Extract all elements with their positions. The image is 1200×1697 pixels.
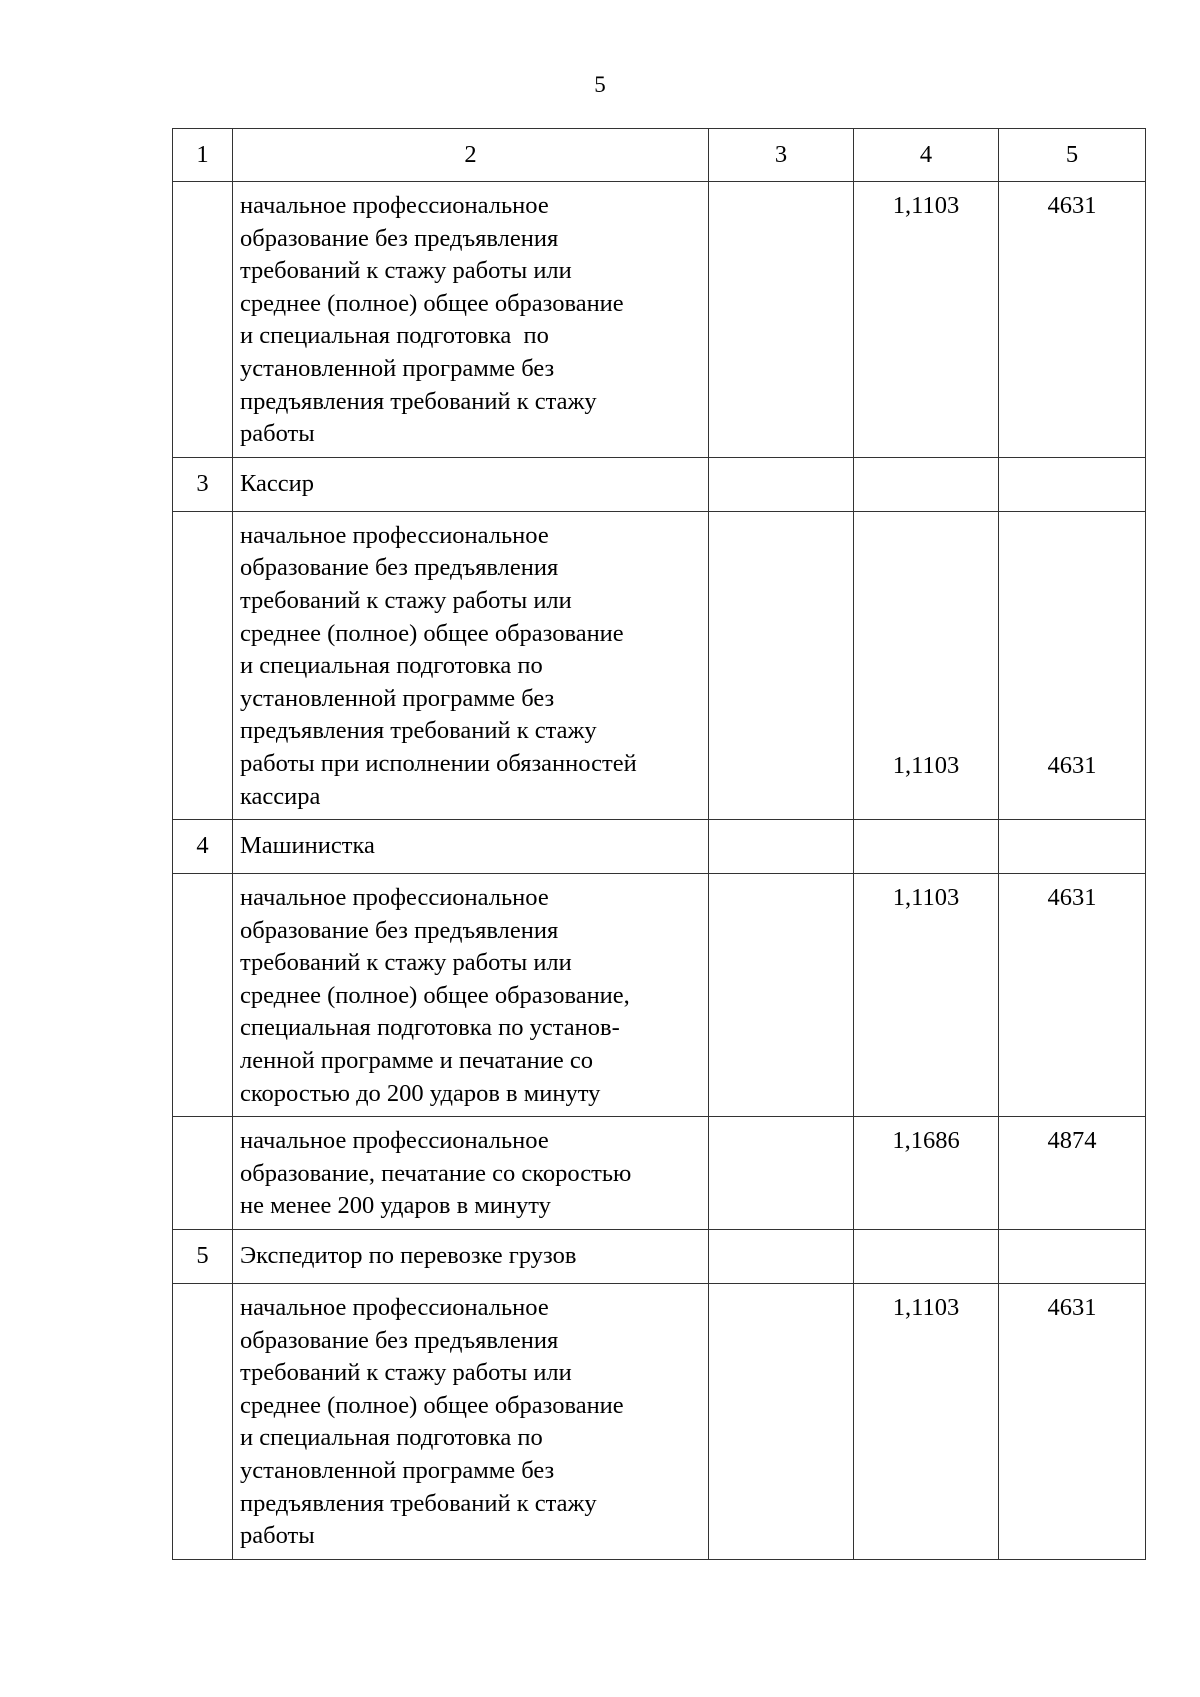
text-line: начальное профессиональное: [240, 1127, 549, 1155]
empty-cell: [999, 457, 1146, 511]
rates-table: [172, 128, 1146, 1560]
text-line: начальное профессиональное: [240, 521, 549, 549]
qualification-cell: [233, 182, 709, 458]
text-line: образование без предъявления: [240, 554, 559, 582]
salary-cell: 4631: [999, 511, 1146, 819]
empty-cell: [999, 1230, 1146, 1284]
text-line: среднее (полное) общее образование: [240, 1391, 624, 1419]
header-cell: 5: [999, 129, 1146, 182]
page-number: 5: [594, 72, 606, 97]
text-line: работы при исполнении обязанностей: [240, 749, 637, 777]
coefficient-cell: 1,1103: [854, 511, 999, 819]
text-line: работы: [240, 1522, 315, 1550]
text-line: работы: [240, 420, 315, 448]
text-line: установленной программе без: [240, 684, 555, 712]
text-line: образование, печатание со скоростью: [240, 1159, 632, 1187]
qualification-cell: [233, 874, 709, 1117]
column-3-cell: [709, 1284, 854, 1560]
text-line: специальная подготовка по установ-: [240, 1014, 620, 1042]
position-title-row: [173, 820, 1146, 874]
salary-cell: 4874: [999, 1117, 1146, 1230]
text-line: образование без предъявления: [240, 224, 559, 252]
empty-cell: [999, 820, 1146, 874]
row-number-cell: [173, 874, 233, 1117]
table-row: [173, 182, 1146, 458]
empty-cell: [854, 820, 999, 874]
header-cell: 3: [709, 129, 854, 182]
qualification-cell: [233, 1284, 709, 1560]
salary-cell: 4631: [999, 1284, 1146, 1560]
row-number-cell: 3: [173, 457, 233, 511]
column-3-cell: [709, 511, 854, 819]
empty-cell: [854, 1230, 999, 1284]
empty-cell: [709, 820, 854, 874]
coefficient-cell: 1,1103: [854, 874, 999, 1117]
text-line: предъявления требований к стажу: [240, 387, 597, 415]
salary-cell: 4631: [999, 874, 1146, 1117]
text-line: и специальная подготовка по: [240, 1424, 543, 1452]
position-title-row: [173, 457, 1146, 511]
empty-cell: [709, 457, 854, 511]
table-row: [173, 511, 1146, 819]
text-line: требований к стажу работы или: [240, 586, 572, 614]
empty-cell: [854, 457, 999, 511]
text-line: среднее (полное) общее образование,: [240, 981, 630, 1009]
row-number-cell: [173, 1117, 233, 1230]
qualification-cell: [233, 511, 709, 819]
text-line: начальное профессиональное: [240, 192, 549, 219]
empty-cell: [709, 1230, 854, 1284]
text-line: среднее (полное) общее образование: [240, 289, 624, 317]
table-header-row: [173, 129, 1146, 182]
header-cell: 4: [854, 129, 999, 182]
text-line: начальное профессиональное: [240, 884, 549, 912]
table-row: [173, 1284, 1146, 1560]
table-row: [173, 1117, 1146, 1230]
text-line: требований к стажу работы или: [240, 257, 572, 285]
row-number-cell: [173, 1284, 233, 1560]
text-line: предъявления требований к стажу: [240, 1489, 597, 1517]
text-line: ленной программе и печатание со: [240, 1047, 594, 1075]
text-line: образование без предъявления: [240, 916, 559, 944]
table-row: [173, 874, 1146, 1117]
text-line: скоростью до 200 ударов в минуту: [240, 1079, 601, 1107]
position-title-cell: Кассир: [233, 457, 709, 511]
position-title-row: [173, 1230, 1146, 1284]
text-line: и специальная подготовка по: [240, 652, 543, 680]
coefficient-cell: 1,1103: [854, 182, 999, 458]
header-cell: 2: [233, 129, 709, 182]
row-number-cell: [173, 182, 233, 458]
text-line: начальное профессиональное: [240, 1294, 549, 1322]
position-title-cell: Экспедитор по перевозке грузов: [233, 1230, 709, 1284]
qualification-cell: [233, 1117, 709, 1230]
header-cell: 1: [173, 129, 233, 182]
row-number-cell: 4: [173, 820, 233, 874]
salary-cell: 4631: [999, 182, 1146, 458]
text-line: и специальная подготовка по: [240, 322, 549, 350]
text-line: среднее (полное) общее образование: [240, 619, 624, 647]
row-number-cell: 5: [173, 1230, 233, 1284]
column-3-cell: [709, 874, 854, 1117]
text-line: установленной программе без: [240, 354, 555, 382]
text-line: предъявления требований к стажу: [240, 717, 597, 745]
text-line: кассира: [240, 782, 321, 810]
coefficient-cell: 1,1103: [854, 1284, 999, 1560]
text-line: требований к стажу работы или: [240, 1359, 572, 1387]
text-line: установленной программе без: [240, 1457, 555, 1484]
column-3-cell: [709, 182, 854, 458]
text-line: требований к стажу работы или: [240, 949, 572, 977]
coefficient-cell: 1,1686: [854, 1117, 999, 1230]
text-line: не менее 200 ударов в минуту: [240, 1192, 551, 1220]
text-line: образование без предъявления: [240, 1326, 559, 1354]
column-3-cell: [709, 1117, 854, 1230]
row-number-cell: [173, 511, 233, 819]
position-title-cell: Машинистка: [233, 820, 709, 874]
